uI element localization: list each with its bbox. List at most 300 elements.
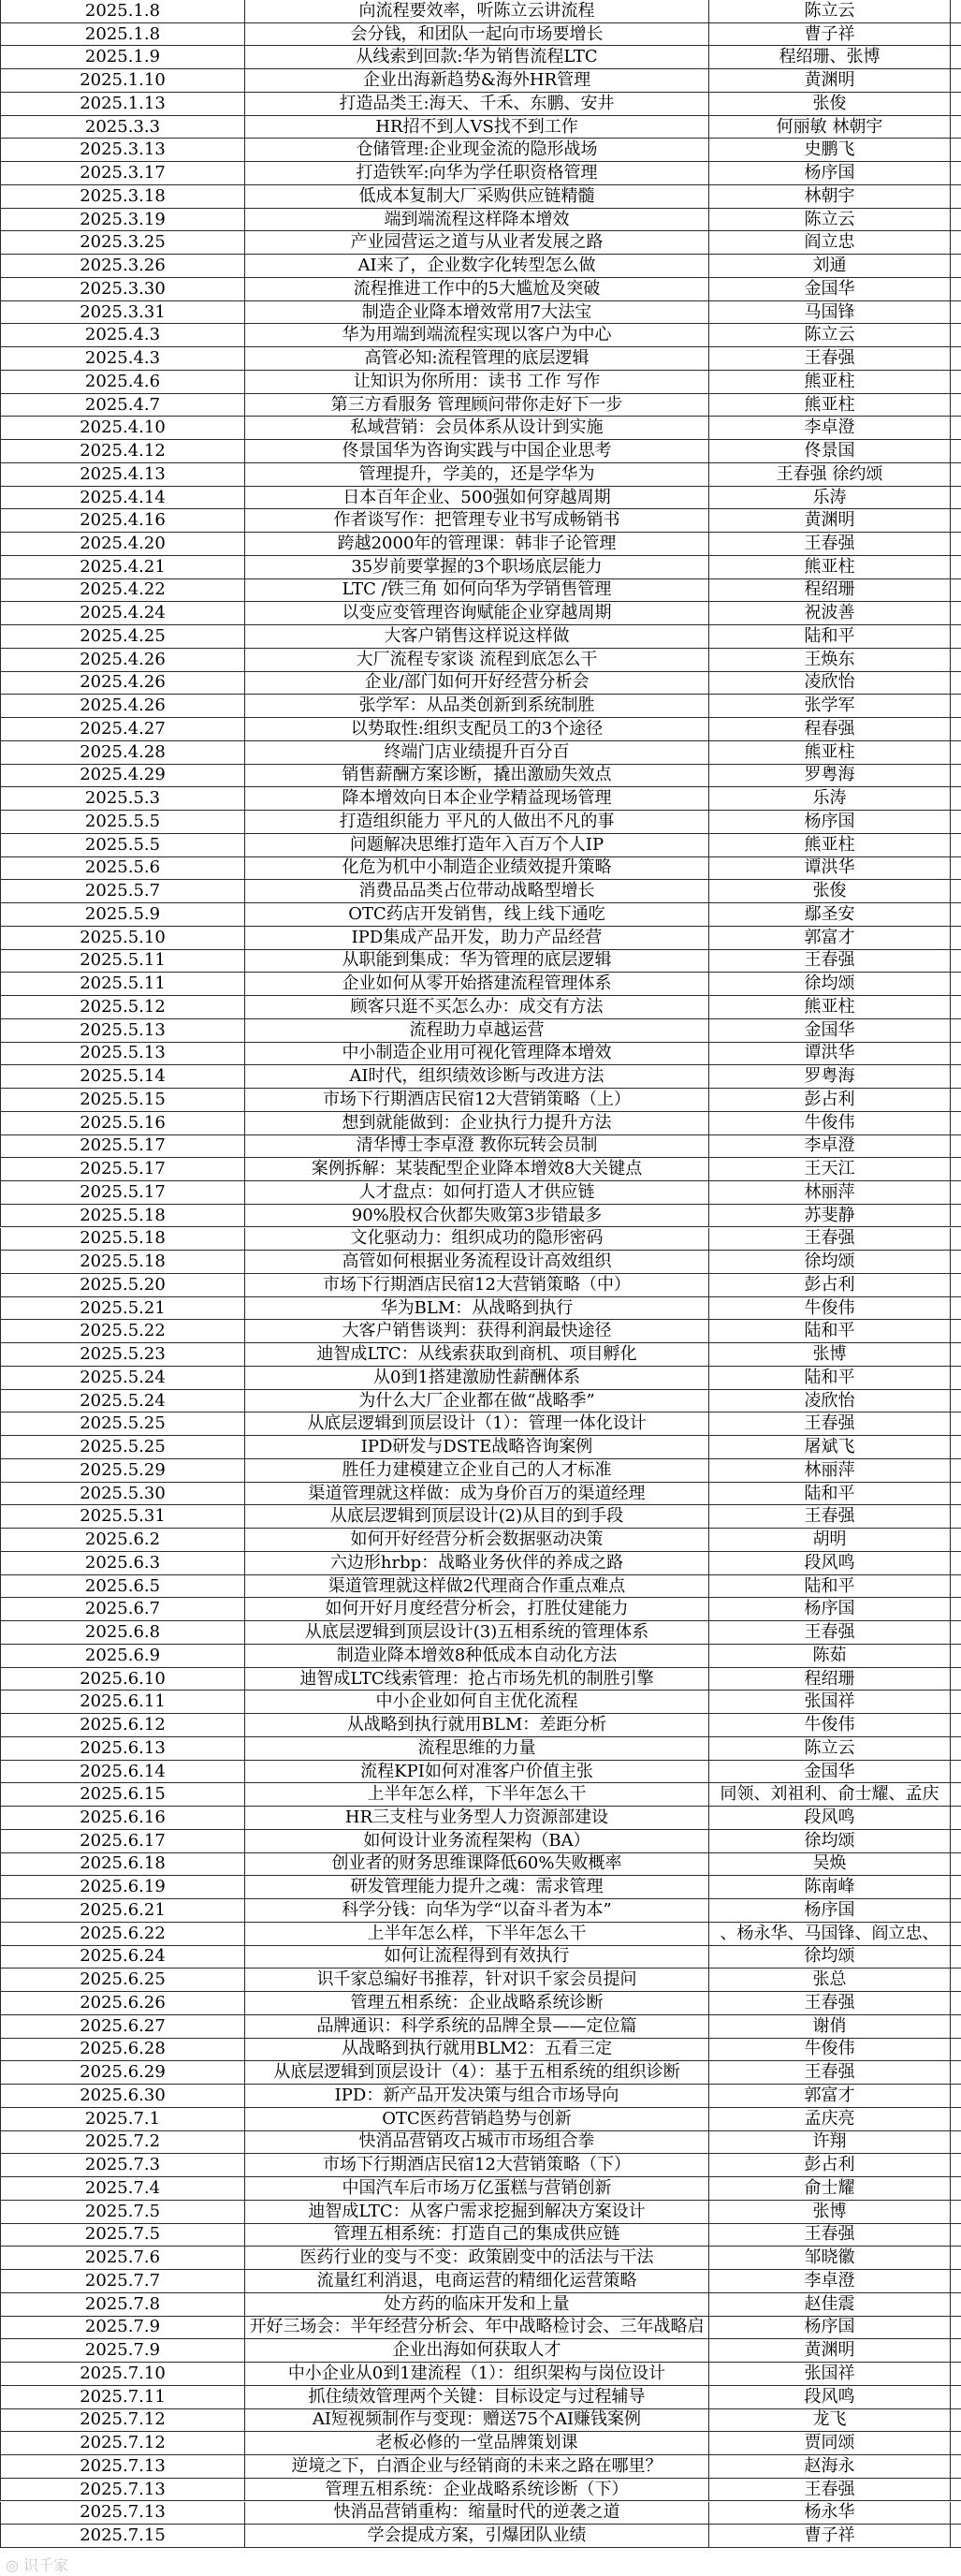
edge-cell — [951, 371, 961, 394]
speaker-cell: 王春强 — [709, 533, 951, 556]
edge-cell — [951, 278, 961, 301]
speaker-cell: 王春强 — [709, 1621, 951, 1645]
edge-cell — [951, 1089, 961, 1112]
speaker-cell: 陈立云 — [709, 209, 951, 232]
table-row — [0, 1158, 961, 1181]
speaker-cell: 熊亚柱 — [709, 371, 951, 394]
date-cell: 2025.6.29 — [0, 2061, 245, 2085]
table-row — [0, 765, 961, 788]
speaker-cell: 牛俊伟 — [709, 1112, 951, 1135]
edge-cell — [951, 1969, 961, 1992]
speaker-cell: 张总 — [709, 1969, 951, 1992]
speaker-cell: 王春强 — [709, 1992, 951, 2015]
topic-cell: 从底层逻辑到顶层设计(3)五相系统的管理体系 — [245, 1621, 709, 1645]
speaker-cell: 屠斌飞 — [709, 1436, 951, 1459]
table-row — [0, 1505, 961, 1529]
speaker-cell: 李卓澄 — [709, 417, 951, 440]
edge-cell — [951, 1899, 961, 1923]
date-cell: 2025.5.22 — [0, 1320, 245, 1343]
speaker-cell: 、杨永华、马国锋、阎立忠、 — [709, 1923, 951, 1946]
topic-cell: 开好三场会：半年经营分析会、年中战略检讨会、三年战略启 — [245, 2317, 709, 2340]
speaker-cell: 黄渊明 — [709, 2339, 951, 2363]
table-row — [0, 509, 961, 533]
table-row — [0, 301, 961, 325]
edge-cell — [951, 2432, 961, 2455]
date-cell: 2025.3.13 — [0, 139, 245, 162]
speaker-cell: 鄢圣安 — [709, 903, 951, 927]
date-cell: 2025.5.11 — [0, 950, 245, 973]
edge-cell — [951, 973, 961, 996]
edge-cell — [951, 162, 961, 185]
date-cell: 2025.7.12 — [0, 2409, 245, 2433]
date-cell: 2025.5.14 — [0, 1065, 245, 1089]
topic-cell: 管理五相系统：企业战略系统诊断（下） — [245, 2479, 709, 2502]
date-cell: 2025.5.25 — [0, 1436, 245, 1459]
table-row — [0, 347, 961, 371]
topic-cell: 顾客只逛不买怎么办：成交有方法 — [245, 996, 709, 1019]
date-cell: 2025.1.13 — [0, 93, 245, 116]
table-row — [0, 1297, 961, 1321]
table-row — [0, 625, 961, 649]
speaker-cell: 李卓澄 — [709, 2270, 951, 2293]
topic-cell: 大厂流程专家谈 流程到底怎么干 — [245, 649, 709, 672]
watermark-text: 识千家 — [23, 2556, 69, 2574]
edge-cell — [951, 1529, 961, 1552]
topic-cell: 仓储管理:企业现金流的隐形战场 — [245, 139, 709, 162]
date-cell: 2025.6.21 — [0, 1899, 245, 1923]
topic-cell: 迪智成LTC线索管理：抢占市场先机的制胜引擎 — [245, 1668, 709, 1691]
date-cell: 2025.4.21 — [0, 556, 245, 579]
table-row — [0, 1274, 961, 1297]
table-row — [0, 1853, 961, 1877]
date-cell: 2025.6.12 — [0, 1714, 245, 1737]
topic-cell: 流量红利消退，电商运营的精细化运营策略 — [245, 2270, 709, 2293]
date-cell: 2025.5.10 — [0, 927, 245, 950]
date-cell: 2025.7.5 — [0, 2201, 245, 2224]
date-cell: 2025.4.3 — [0, 347, 245, 371]
speaker-cell: 王春强 — [709, 2479, 951, 2502]
table-row — [0, 533, 961, 556]
date-cell: 2025.7.1 — [0, 2108, 245, 2131]
date-cell: 2025.4.16 — [0, 509, 245, 533]
speaker-cell: 陆和平 — [709, 1575, 951, 1599]
watermark-logo — [6, 2554, 68, 2575]
table-row — [0, 602, 961, 625]
table-row — [0, 2085, 961, 2108]
table-row — [0, 1621, 961, 1645]
date-cell: 2025.4.26 — [0, 695, 245, 718]
date-cell: 2025.5.12 — [0, 996, 245, 1019]
topic-cell: 以变应变管理咨询赋能企业穿越周期 — [245, 602, 709, 625]
table-row — [0, 23, 961, 47]
edge-cell — [951, 834, 961, 857]
topic-cell: 上半年怎么样，下半年怎么干 — [245, 1923, 709, 1946]
edge-cell — [951, 1205, 961, 1228]
speaker-cell: 赵佳震 — [709, 2293, 951, 2317]
topic-cell: 从底层逻辑到顶层设计（1）：管理一体化设计 — [245, 1412, 709, 1436]
table-row — [0, 1135, 961, 1159]
table-row — [0, 2363, 961, 2386]
topic-cell: 打造铁军:向华为学任职资格管理 — [245, 162, 709, 185]
date-cell: 2025.4.28 — [0, 741, 245, 765]
table-row — [0, 463, 961, 487]
table-row — [0, 1807, 961, 1830]
topic-cell: 化危为机中小制造企业绩效提升策略 — [245, 857, 709, 881]
date-cell: 2025.7.2 — [0, 2131, 245, 2155]
edge-cell — [951, 556, 961, 579]
table-row — [0, 1690, 961, 1714]
topic-cell: IPD研发与DSTE战略咨询案例 — [245, 1436, 709, 1459]
date-cell: 2025.4.27 — [0, 718, 245, 741]
speaker-cell: 王春强 — [709, 1505, 951, 1529]
date-cell: 2025.6.10 — [0, 1668, 245, 1691]
speaker-cell: 邹晓徽 — [709, 2247, 951, 2270]
table-row — [0, 1390, 961, 1413]
date-cell: 2025.5.13 — [0, 1043, 245, 1066]
edge-cell — [951, 1390, 961, 1413]
topic-cell: 老板必修的一堂品牌策划课 — [245, 2432, 709, 2455]
table-row — [0, 2131, 961, 2155]
edge-cell — [951, 1483, 961, 1506]
table-row — [0, 2525, 961, 2548]
topic-cell: 张学军：从品类创新到系统制胜 — [245, 695, 709, 718]
edge-cell — [951, 625, 961, 649]
speaker-cell: 张国祥 — [709, 1690, 951, 1714]
date-cell: 2025.5.6 — [0, 857, 245, 881]
edge-cell — [951, 0, 961, 23]
table-row — [0, 2177, 961, 2201]
topic-cell: 为什么大厂企业都在做“战略季” — [245, 1390, 709, 1413]
date-cell: 2025.3.18 — [0, 185, 245, 209]
speaker-cell: 胡明 — [709, 1529, 951, 1552]
edge-cell — [951, 1135, 961, 1159]
table-row — [0, 139, 961, 162]
edge-cell — [951, 1575, 961, 1599]
table-row — [0, 1830, 961, 1853]
topic-cell: 医药行业的变与不变：政策剧变中的活法与干法 — [245, 2247, 709, 2270]
table-row — [0, 2409, 961, 2433]
edge-cell — [951, 787, 961, 811]
table-row — [0, 278, 961, 301]
edge-cell — [951, 1043, 961, 1066]
edge-cell — [951, 741, 961, 765]
date-cell: 2025.6.26 — [0, 1992, 245, 2015]
edge-cell — [951, 2224, 961, 2247]
date-cell: 2025.7.13 — [0, 2479, 245, 2502]
table-row — [0, 1668, 961, 1691]
edge-cell — [951, 1412, 961, 1436]
date-cell: 2025.7.13 — [0, 2455, 245, 2479]
speaker-cell: 苏斐静 — [709, 1205, 951, 1228]
topic-cell: 从0到1搭建激励性薪酬体系 — [245, 1367, 709, 1390]
date-cell: 2025.5.23 — [0, 1343, 245, 1367]
edge-cell — [951, 1320, 961, 1343]
date-cell: 2025.7.11 — [0, 2386, 245, 2409]
topic-cell: 管理五相系统：企业战略系统诊断 — [245, 1992, 709, 2015]
speaker-cell: 杨序国 — [709, 1598, 951, 1621]
date-cell: 2025.4.7 — [0, 394, 245, 417]
speaker-cell: 熊亚柱 — [709, 834, 951, 857]
edge-cell — [951, 2201, 961, 2224]
speaker-cell: 段风鸣 — [709, 1807, 951, 1830]
table-row — [0, 1783, 961, 1807]
speaker-cell: 杨序国 — [709, 2317, 951, 2340]
speaker-cell: 罗粤海 — [709, 765, 951, 788]
topic-cell: 流程推进工作中的5大尴尬及突破 — [245, 278, 709, 301]
table-row — [0, 162, 961, 185]
table-row — [0, 1575, 961, 1599]
date-cell: 2025.5.25 — [0, 1412, 245, 1436]
edge-cell — [951, 347, 961, 371]
edge-cell — [951, 1923, 961, 1946]
topic-cell: 大客户销售谈判：获得利润最快途径 — [245, 1320, 709, 1343]
table-row — [0, 556, 961, 579]
table-row — [0, 1065, 961, 1089]
date-cell: 2025.3.30 — [0, 278, 245, 301]
edge-cell — [951, 46, 961, 69]
date-cell: 2025.4.14 — [0, 487, 245, 510]
speaker-cell: 祝波善 — [709, 602, 951, 625]
date-cell: 2025.6.24 — [0, 1946, 245, 1969]
date-cell: 2025.6.5 — [0, 1575, 245, 1599]
table-row — [0, 1529, 961, 1552]
edge-cell — [951, 1714, 961, 1737]
edge-cell — [951, 509, 961, 533]
edge-cell — [951, 185, 961, 209]
table-row — [0, 440, 961, 463]
table-row — [0, 1412, 961, 1436]
table-row — [0, 1876, 961, 1899]
date-cell: 2025.1.8 — [0, 23, 245, 47]
date-cell: 2025.6.19 — [0, 1876, 245, 1899]
speaker-cell: 彭占利 — [709, 1274, 951, 1297]
topic-cell: 创业者的财务思维课降低60%失败概率 — [245, 1853, 709, 1877]
speaker-cell: 林朝宇 — [709, 185, 951, 209]
topic-cell: 私域营销：会员体系从设计到实施 — [245, 417, 709, 440]
topic-cell: AI时代，组织绩效诊断与改进方法 — [245, 1065, 709, 1089]
date-cell: 2025.7.13 — [0, 2502, 245, 2525]
table-row — [0, 2386, 961, 2409]
speaker-cell: 王春强 — [709, 347, 951, 371]
edge-cell — [951, 1158, 961, 1181]
table-row — [0, 1320, 961, 1343]
date-cell: 2025.6.14 — [0, 1761, 245, 1784]
speaker-cell: 乐涛 — [709, 487, 951, 510]
speaker-cell: 张学军 — [709, 695, 951, 718]
speaker-cell: 王春强 — [709, 950, 951, 973]
table-row — [0, 1714, 961, 1737]
date-cell: 2025.6.22 — [0, 1923, 245, 1946]
edge-cell — [951, 1274, 961, 1297]
edge-cell — [951, 2108, 961, 2131]
topic-cell: 快消品营销重构：缩量时代的逆袭之道 — [245, 2502, 709, 2525]
date-cell: 2025.7.9 — [0, 2339, 245, 2363]
edge-cell — [951, 1783, 961, 1807]
table-row — [0, 1181, 961, 1205]
speaker-cell: 陆和平 — [709, 625, 951, 649]
speaker-cell: 熊亚柱 — [709, 394, 951, 417]
topic-cell: 企业出海如何获取人才 — [245, 2339, 709, 2363]
speaker-cell: 谢俏 — [709, 2015, 951, 2039]
edge-cell — [951, 231, 961, 255]
date-cell: 2025.5.31 — [0, 1505, 245, 1529]
date-cell: 2025.6.30 — [0, 2085, 245, 2108]
footer-strip — [0, 2548, 961, 2576]
speaker-cell: 陈南峰 — [709, 1876, 951, 1899]
edge-cell — [951, 1343, 961, 1367]
edge-cell — [951, 255, 961, 278]
edge-cell — [951, 1367, 961, 1390]
speaker-cell: 王焕东 — [709, 649, 951, 672]
date-cell: 2025.7.7 — [0, 2270, 245, 2293]
date-cell: 2025.4.25 — [0, 625, 245, 649]
edge-cell — [951, 857, 961, 881]
speaker-cell: 陆和平 — [709, 1483, 951, 1506]
date-cell: 2025.5.16 — [0, 1112, 245, 1135]
table-row — [0, 787, 961, 811]
speaker-cell: 佟景国 — [709, 440, 951, 463]
speaker-cell: 徐均颂 — [709, 973, 951, 996]
topic-cell: 降本增效向日本企业学精益现场管理 — [245, 787, 709, 811]
topic-cell: 跨越2000年的管理课：韩非子论管理 — [245, 533, 709, 556]
date-cell: 2025.5.17 — [0, 1181, 245, 1205]
date-cell: 2025.5.13 — [0, 1019, 245, 1043]
date-cell: 2025.7.10 — [0, 2363, 245, 2386]
table-row — [0, 2247, 961, 2270]
edge-cell — [951, 1251, 961, 1274]
edge-cell — [951, 1181, 961, 1205]
edge-cell — [951, 1807, 961, 1830]
edge-cell — [951, 417, 961, 440]
date-cell: 2025.6.7 — [0, 1598, 245, 1621]
speaker-cell: 张俊 — [709, 93, 951, 116]
date-cell: 2025.5.24 — [0, 1367, 245, 1390]
speaker-cell: 马国锋 — [709, 301, 951, 325]
table-row — [0, 2039, 961, 2062]
date-cell: 2025.5.9 — [0, 903, 245, 927]
topic-cell: 产业园营运之道与从业者发展之路 — [245, 231, 709, 255]
topic-cell: 销售薪酬方案诊断，撬出激励失效点 — [245, 765, 709, 788]
speaker-cell: 俞士耀 — [709, 2177, 951, 2201]
topic-cell: 企业如何从零开始搭建流程管理体系 — [245, 973, 709, 996]
speaker-cell: 杨序国 — [709, 811, 951, 834]
edge-cell — [951, 463, 961, 487]
date-cell: 2025.6.27 — [0, 2015, 245, 2039]
date-cell: 2025.1.8 — [0, 0, 245, 23]
edge-cell — [951, 903, 961, 927]
date-cell: 2025.5.30 — [0, 1483, 245, 1506]
date-cell: 2025.1.9 — [0, 46, 245, 69]
topic-cell: 向流程要效率，听陈立云讲流程 — [245, 0, 709, 23]
date-cell: 2025.6.18 — [0, 1853, 245, 1877]
table-row — [0, 1436, 961, 1459]
edge-cell — [951, 950, 961, 973]
table-row — [0, 2154, 961, 2177]
edge-cell — [951, 1853, 961, 1877]
date-cell: 2025.4.10 — [0, 417, 245, 440]
topic-cell: 打造组织能力 平凡的人做出不凡的事 — [245, 811, 709, 834]
edge-cell — [951, 1761, 961, 1784]
edge-cell — [951, 1436, 961, 1459]
date-cell: 2025.4.26 — [0, 672, 245, 695]
table-row — [0, 579, 961, 603]
table-row — [0, 1112, 961, 1135]
table-row — [0, 1923, 961, 1946]
date-cell: 2025.3.3 — [0, 116, 245, 139]
speaker-cell: 杨序国 — [709, 162, 951, 185]
speaker-cell: 熊亚柱 — [709, 996, 951, 1019]
speaker-cell: 黄渊明 — [709, 509, 951, 533]
edge-cell — [951, 1992, 961, 2015]
edge-cell — [951, 1645, 961, 1668]
topic-cell: 让知识为你所用：读书 工作 写作 — [245, 371, 709, 394]
topic-cell: 90%股权合伙都失败第3步错最多 — [245, 1205, 709, 1228]
table-row — [0, 1483, 961, 1506]
topic-cell: 文化驱动力：组织成功的隐形密码 — [245, 1228, 709, 1251]
speaker-cell: 曹子祥 — [709, 23, 951, 47]
date-cell: 2025.6.17 — [0, 1830, 245, 1853]
topic-cell: 案例拆解：某装配型企业降本增效8大关键点 — [245, 1158, 709, 1181]
date-cell: 2025.7.8 — [0, 2293, 245, 2317]
topic-cell: 人才盘点：如何打造人才供应链 — [245, 1181, 709, 1205]
topic-cell: 从战略到执行就用BLM2：五看三定 — [245, 2039, 709, 2062]
topic-cell: 中小企业如何自主优化流程 — [245, 1690, 709, 1714]
table-row — [0, 1737, 961, 1761]
topic-cell: 管理提升，学美的，还是学华为 — [245, 463, 709, 487]
table-row — [0, 649, 961, 672]
table-row — [0, 209, 961, 232]
topic-cell: 处方药的临床开发和上量 — [245, 2293, 709, 2317]
table-row — [0, 2270, 961, 2293]
speaker-cell: 凌欣怡 — [709, 1390, 951, 1413]
date-cell: 2025.7.3 — [0, 2154, 245, 2177]
topic-cell: 快消品营销攻占城市市场组合拳 — [245, 2131, 709, 2155]
date-cell: 2025.3.31 — [0, 301, 245, 325]
topic-cell: 清华博士李卓澄 教你玩转会员制 — [245, 1135, 709, 1159]
table-row — [0, 2061, 961, 2085]
speaker-cell: 金国华 — [709, 1761, 951, 1784]
edge-cell — [951, 2270, 961, 2293]
edge-cell — [951, 1019, 961, 1043]
topic-cell: OTC医药营销趋势与创新 — [245, 2108, 709, 2131]
speaker-cell: 赵海永 — [709, 2455, 951, 2479]
date-cell: 2025.5.7 — [0, 880, 245, 903]
edge-cell — [951, 927, 961, 950]
table-row — [0, 0, 961, 23]
topic-cell: 如何让流程得到有效执行 — [245, 1946, 709, 1969]
date-cell: 2025.3.19 — [0, 209, 245, 232]
date-cell: 2025.5.11 — [0, 973, 245, 996]
date-cell: 2025.3.26 — [0, 255, 245, 278]
date-cell: 2025.5.15 — [0, 1089, 245, 1112]
speaker-cell: 贾同颂 — [709, 2432, 951, 2455]
edge-cell — [951, 2339, 961, 2363]
topic-cell: 市场下行期酒店民宿12大营销策略（上） — [245, 1089, 709, 1112]
edge-cell — [951, 672, 961, 695]
speaker-cell: 金国华 — [709, 278, 951, 301]
topic-cell: 以势取性:组织支配员工的3个途径 — [245, 718, 709, 741]
edge-cell — [951, 1297, 961, 1321]
speaker-cell: 段风鸣 — [709, 1552, 951, 1575]
topic-cell: 企业/部门如何开好经营分析会 — [245, 672, 709, 695]
table-row — [0, 1019, 961, 1043]
table-row — [0, 1946, 961, 1969]
date-cell: 2025.6.28 — [0, 2039, 245, 2062]
topic-cell: 第三方看服务 管理顾问带你走好下一步 — [245, 394, 709, 417]
edge-cell — [951, 2015, 961, 2039]
topic-cell: 识千家总编好书推荐，针对识千家会员提问 — [245, 1969, 709, 1992]
table-row — [0, 2339, 961, 2363]
